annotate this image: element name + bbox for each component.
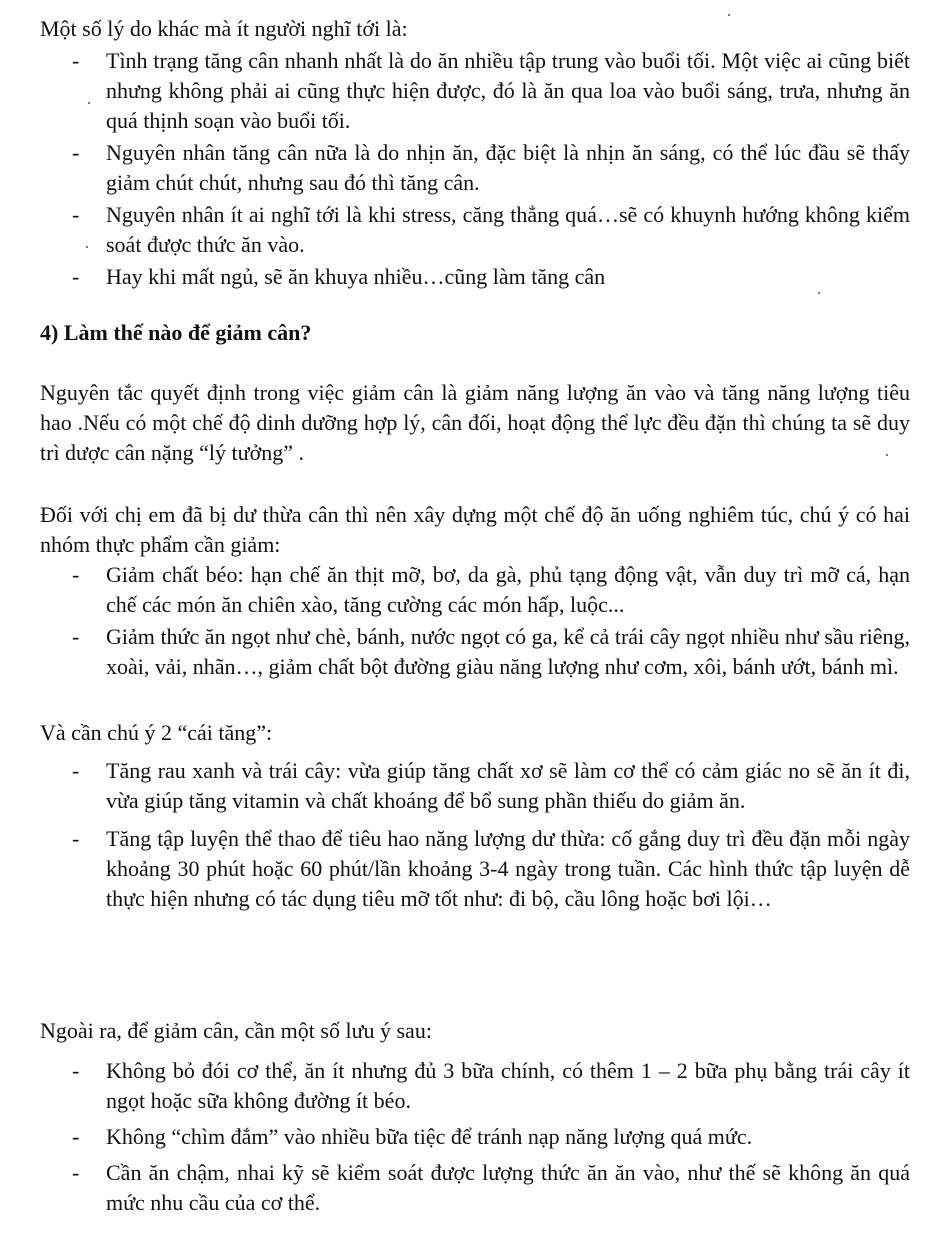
list-item — [72, 138, 910, 198]
list-item — [72, 560, 910, 620]
increase-intro: Và cần chú ý 2 “cái tăng”: — [40, 720, 273, 745]
principle-paragraph: Nguyên tắc quyết định trong việc giảm cân là giảm năng lượng ăn vào và tăng năng lượng tiêu hao .Nếu có một chế độ dinh dưỡng hợp lý, cân đối, hoạt động thể lực đều đặn thì chúng ta sẽ duy trì dược cân nặng “lý tưởng” . — [40, 380, 910, 465]
dash-marker: - — [72, 48, 80, 73]
list-item-text: Giảm chất béo: hạn chế ăn thịt mỡ, bơ, da gà, phủ tạng động vật, vẫn duy trì mỡ cá, hạn chế các món ăn chiên xào, tăng cường các món hấp, luộc... — [106, 562, 910, 617]
reasons-list — [72, 46, 910, 292]
intro-line: Một số lý do khác mà ít người nghĩ tới là: — [40, 16, 408, 41]
dash-marker: - — [72, 1160, 80, 1185]
scan-speck — [728, 14, 730, 16]
dash-marker: - — [72, 758, 80, 783]
dash-marker: - — [72, 1058, 80, 1083]
scan-speck — [818, 292, 820, 294]
notes-intro: Ngoài ra, để giảm cân, cần một số lưu ý sau: — [40, 1018, 432, 1043]
scan-speck — [886, 454, 888, 456]
list-item-text: Tăng rau xanh và trái cây: vừa giúp tăng chất xơ sẽ làm cơ thể có cảm giác no sẽ ăn ít đi, vừa giúp tăng vitamin và chất khoáng để bổ sung phần thiếu do giảm ăn. — [106, 758, 910, 813]
dash-marker: - — [72, 140, 80, 165]
reduce-intro: Đối với chị em đã bị dư thừa cân thì nên xây dựng một chế độ ăn uống nghiêm túc, chú ý có hai nhóm thực phẩm cần giảm: — [40, 502, 910, 557]
list-item-text: Nguyên nhân ít ai nghĩ tới là khi stress, căng thẳng quá…sẽ có khuynh hướng không kiểm soát được thức ăn vào. — [106, 202, 910, 257]
reduce-list — [72, 560, 910, 682]
dash-marker: - — [72, 264, 80, 289]
list-item — [72, 1158, 910, 1218]
list-item — [72, 1056, 910, 1116]
list-item — [72, 200, 910, 260]
list-item-text: Nguyên nhân tăng cân nữa là do nhịn ăn, đặc biệt là nhịn ăn sáng, có thể lúc đầu sẽ thấy giảm chút chút, nhưng sau đó thì tăng cân. — [106, 140, 910, 195]
list-item — [72, 1122, 910, 1152]
list-item-text: Không “chìm đắm” vào nhiều bữa tiệc để tránh nạp năng lượng quá mức. — [106, 1124, 753, 1149]
scan-speck — [86, 246, 88, 248]
dash-marker: - — [72, 624, 80, 649]
scan-speck — [88, 102, 90, 104]
list-item-text: Hay khi mất ngủ, sẽ ăn khuya nhiều…cũng làm tăng cân — [106, 264, 606, 289]
notes-list — [72, 1056, 910, 1218]
increase-list — [72, 756, 910, 914]
list-item — [72, 824, 910, 914]
dash-marker: - — [72, 826, 80, 851]
section-heading: 4) Làm thế nào để giảm cân? — [40, 320, 312, 345]
dash-marker: - — [72, 202, 80, 227]
list-item-text: Không bỏ đói cơ thể, ăn ít nhưng đủ 3 bữa chính, có thêm 1 – 2 bữa phụ bằng trái cây ít ngọt hoặc sữa không đường ít béo. — [106, 1058, 910, 1113]
list-item-text: Giảm thức ăn ngọt như chè, bánh, nước ngọt có ga, kể cả trái cây ngọt nhiều như sầu riêng, xoài, vải, nhãn…, giảm chất bột đường giàu năng lượng như cơm, xôi, bánh ướt, bánh mì. — [106, 624, 910, 679]
list-item-text: Tình trạng tăng cân nhanh nhất là do ăn nhiều tập trung vào buổi tối. Một việc ai cũng biết nhưng không phải ai cũng thực hiện được, đó là ăn qua loa vào buổi sáng, trưa, nhưng ăn quá thịnh soạn vào buổi tối. — [106, 48, 910, 133]
list-item-text: Tăng tập luyện thể thao để tiêu hao năng lượng dư thừa: cố gắng duy trì đều đặn mỗi ngày khoảng 30 phút hoặc 60 phút/lần khoảng 3-4 ngày trong tuần. Các hình thức tập luyện dễ thực hiện nhưng có tác dụng tiêu mỡ tốt như: đi bộ, cầu lông hoặc bơi lội… — [106, 826, 910, 911]
list-item — [72, 622, 910, 682]
list-item — [72, 46, 910, 136]
list-item — [72, 756, 910, 816]
list-item-text: Cần ăn chậm, nhai kỹ sẽ kiểm soát được lượng thức ăn ăn vào, như thế sẽ không ăn quá mức nhu cầu của cơ thể. — [106, 1160, 910, 1215]
list-item — [72, 262, 910, 292]
dash-marker: - — [72, 1124, 80, 1149]
dash-marker: - — [72, 562, 80, 587]
